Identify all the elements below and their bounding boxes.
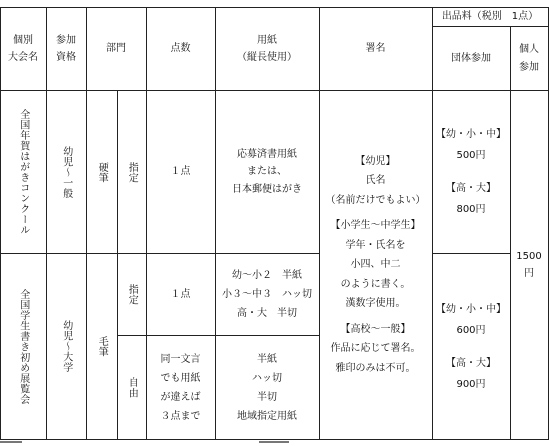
paper-cell [215,254,319,335]
fee-label: 【高・大】 [446,357,496,369]
count-cell [146,254,215,335]
signature-line: 学年・氏名を [345,239,406,251]
count-line: 同一文言 [160,353,201,365]
paper-header [215,8,319,90]
count-line: ３点まで [160,410,201,422]
contest-header-line: 大会名 [8,52,38,63]
paper-line: 半紙 [257,353,277,365]
paper-header-line: （縦長使用） [237,52,297,63]
eligibility-header-line: 資格 [56,52,76,63]
paper-line: 日本郵便はがき [232,183,302,195]
division-header-text: 部門 [106,43,126,55]
paper-line: 小３～中３ ハッ切 [222,289,312,300]
paper-line: または、 [247,166,287,178]
individual-fee-cell [510,91,548,439]
group-fee-cell [432,254,510,439]
paper-line: 高・大 半切 [237,308,297,319]
paper-header-line: 用紙 [257,34,277,46]
signature-line: 小四、中二 [350,259,401,271]
signature-line: （名前だけでもよい） [325,194,426,206]
count-line: が違えば [160,391,201,403]
contest-header-line: 個別 [13,34,33,46]
contest-header [0,8,46,90]
count-header [146,8,215,90]
group-fee-header [432,27,510,90]
fee-label: 【高・大】 [446,183,496,194]
fee-label: 【幼・小・中】 [436,129,506,140]
sub-division-value: 指定 [126,284,138,305]
individual-fee-header [510,27,548,90]
individual-fee-header-line: 個人 [519,44,539,55]
paper-cell [215,336,319,439]
page-edge-mark [259,441,289,443]
sub-division-cell [117,91,146,253]
fee-amount: 600円 [456,324,486,336]
count-header-text: 点数 [170,43,191,55]
count-cell [146,91,215,253]
signature-cell [319,91,432,439]
signature-line: 【高校～一般】 [340,323,411,335]
signature-line: 氏名 [365,175,386,187]
signature-line: 漢数字使用。 [345,298,406,310]
signature-line: 作品に応じて署名。 [330,343,421,355]
eligibility-cell [46,91,86,253]
signature-header-text: 署名 [365,43,386,55]
count-line: でも用紙 [160,372,201,384]
table-bottom [0,439,548,440]
signature-line: 雅印のみは不可。 [335,362,416,374]
eligibility-header-line: 参加 [56,34,76,46]
contest-name-cell [0,91,46,253]
individual-fee-header-line: 参加 [519,61,539,73]
paper-line: 半切 [257,391,277,403]
signature-line: のように書く。 [340,278,411,290]
count-value: １点 [170,166,191,178]
contest-name: 全国年賀はがきコンクール [17,109,29,235]
group-fee-cell [432,91,510,253]
paper-line: ハッ切 [252,372,282,384]
paper-line: 地域指定用紙 [237,410,297,422]
fee-amount: 500円 [456,150,486,161]
fee-amount: 900円 [456,378,486,390]
signature-line: 【小学生～中学生】 [330,220,421,232]
fee-amount: 800円 [456,204,486,215]
sub-division-value: 自由 [126,377,138,398]
division-cell [86,91,117,253]
division-cell [86,254,117,439]
paper-line: 応募済書用紙 [237,148,297,160]
fee-header [432,7,548,26]
paper-cell [215,91,319,253]
individual-fee-unit: 円 [524,268,534,279]
paper-line: 幼～小２ 半紙 [232,270,302,281]
fee-label: 【幼・小・中】 [436,303,506,315]
fee-header-text: 出品料（税別 1点） [441,10,539,22]
contest-name-cell [0,254,46,439]
sub-division-cell [117,254,146,335]
group-fee-header-text: 団体参加 [451,52,491,64]
signature-header [319,8,432,90]
eligibility-header [46,8,86,90]
individual-fee-amount: 1500 [516,250,542,262]
count-value: １点 [170,288,191,300]
division-value: 硬筆 [96,161,108,183]
division-header [86,8,146,90]
page-edge-mark [0,441,22,443]
division-value: 毛筆 [96,336,108,357]
contest-name: 全国学生書き初め展覧会 [17,288,29,405]
eligibility-value: 幼児～一般 [60,145,72,199]
sub-division-cell [117,336,146,439]
count-cell [146,336,215,439]
eligibility-value: 幼児～大学 [60,320,72,373]
signature-line: 【幼児】 [355,155,396,167]
eligibility-cell [46,254,86,439]
sub-division-value: 指定 [126,161,138,183]
